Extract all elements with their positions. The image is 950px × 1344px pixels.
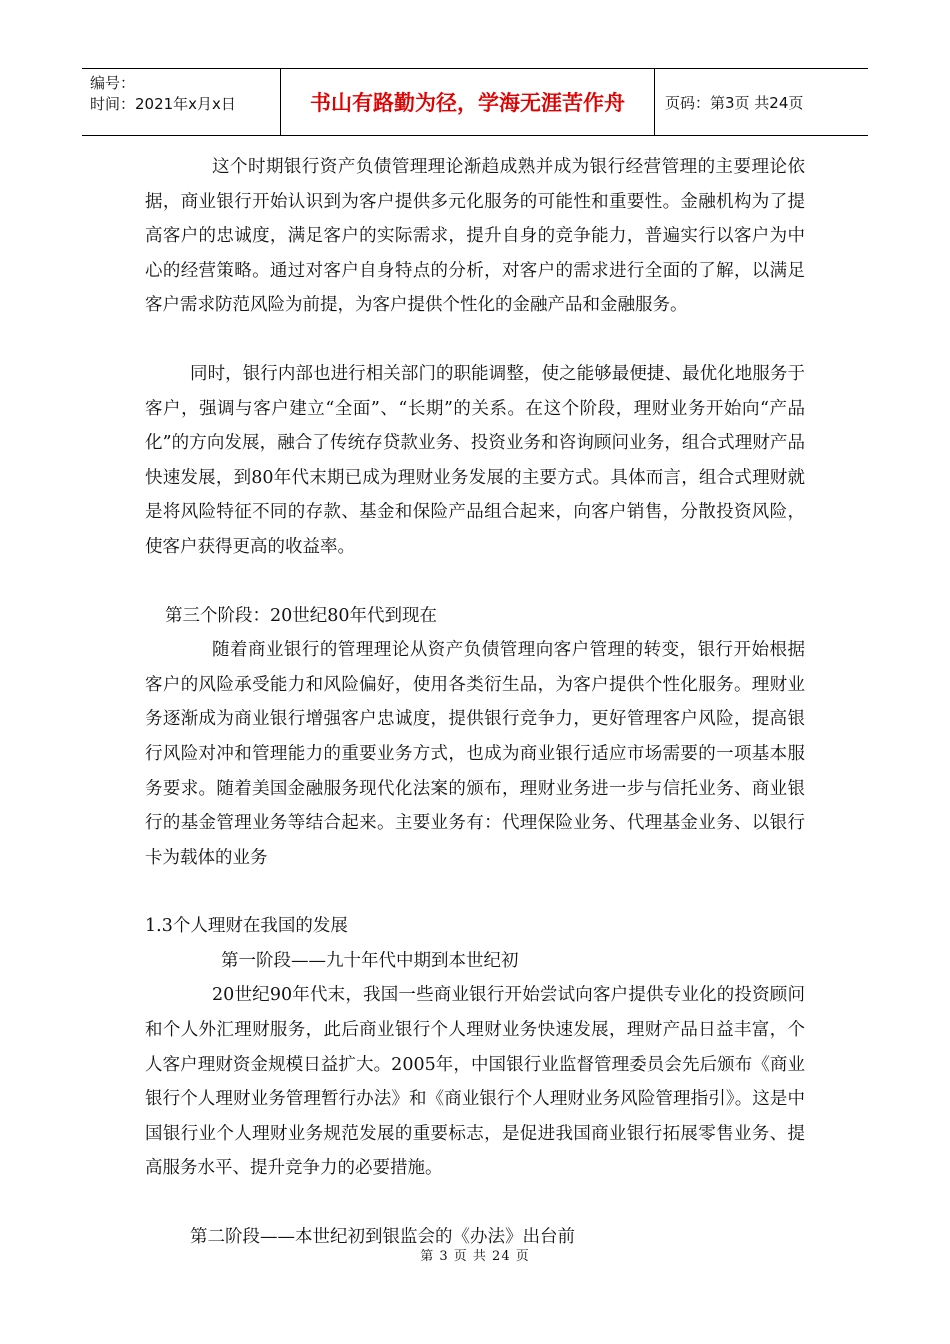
- page-footer: 第 3 页 共 24 页: [420, 1249, 530, 1264]
- section-heading-1-3: 1.3个人理财在我国的发展: [145, 916, 348, 937]
- motto-text: 书山有路勤为径，学海无涯苦作舟: [310, 91, 625, 115]
- header-page-cell: [655, 69, 868, 135]
- header-meta-cell: [82, 69, 281, 135]
- number-label: 编号：: [90, 74, 136, 92]
- paragraph-1: 这个时期银行资产负债管理理论渐趋成熟并成为银行经营管理的主要理论依据，商业银行开始认识到为客户提供多元化服务的可能性和重要性。金融机构为了提高客户的忠诚度，满足客户的实际需求，提升自身的竞争能力，普遍实行以客户为中心的经营策略。通过对客户自身特点的分析，对客户的需求进行全面的了解，以满足客户需求防范风险为前提，为客户提供个性化的金融产品和金融服务。: [145, 157, 805, 316]
- paragraph-3: 随着商业银行的管理理论从资产负债管理向客户管理的转变，银行开始根据客户的风险承受能力和风险偏好，使用各类衍生品，为客户提供个性化服务。理财业务逐渐成为商业银行增强客户忠诚度，提供银行竞争力，更好管理客户风险，提高银行风险对冲和管理能力的重要业务方式，也成为商业银行适应市场需要的一项基本服务要求。随着美国金融服务现代化法案的颁布，理财业务进一步与信托业务、商业银行的基金管理业务等结合起来。主要业务有：代理保险业务、代理基金业务、以银行卡为载体的业务: [145, 640, 805, 868]
- header-motto-cell: [281, 69, 655, 135]
- header-table: [82, 68, 868, 136]
- subheading-stage-1: 第一阶段——九十年代中期到本世纪初: [221, 950, 519, 971]
- section-heading-stage-3: 第三个阶段：20世纪80年代到现在: [165, 605, 438, 626]
- document-body: [145, 150, 805, 1255]
- page-label: 页码：第3页 共24页: [665, 93, 804, 112]
- date-label: 时间：2021年x月x日: [90, 95, 236, 113]
- paragraph-4: 20世纪90年代末，我国一些商业银行开始尝试向客户提供专业化的投资顾问和个人外汇理财服务，此后商业银行个人理财业务快速发展，理财产品日益丰富，个人客户理财资金规模日益扩大。2005年，中国银行业监督管理委员会先后颁布《商业银行个人理财业务管理暂行办法》和《商业银行个人理财业务风险管理指引》。这是中国银行业个人理财业务规范发展的重要标志，是促进我国商业银行拓展零售业务、提高服务水平、提升竞争力的必要措施。: [145, 985, 805, 1179]
- subheading-stage-2: 第二阶段——本世纪初到银监会的《办法》出台前: [190, 1227, 575, 1248]
- paragraph-2: 同时，银行内部也进行相关部门的职能调整，使之能够最便捷、最优化地服务于客户，强调与客户建立“全面”、“长期”的关系。在这个阶段，理财业务开始向“产品化”的方向发展，融合了传统存贷款业务、投资业务和咨询顾问业务，组合式理财产品快速发展，到80年代末期已成为理财业务发展的主要方式。具体而言，组合式理财就是将风险特征不同的存款、基金和保险产品组合起来，向客户销售，分散投资风险，使客户获得更高的收益率。: [145, 363, 805, 557]
